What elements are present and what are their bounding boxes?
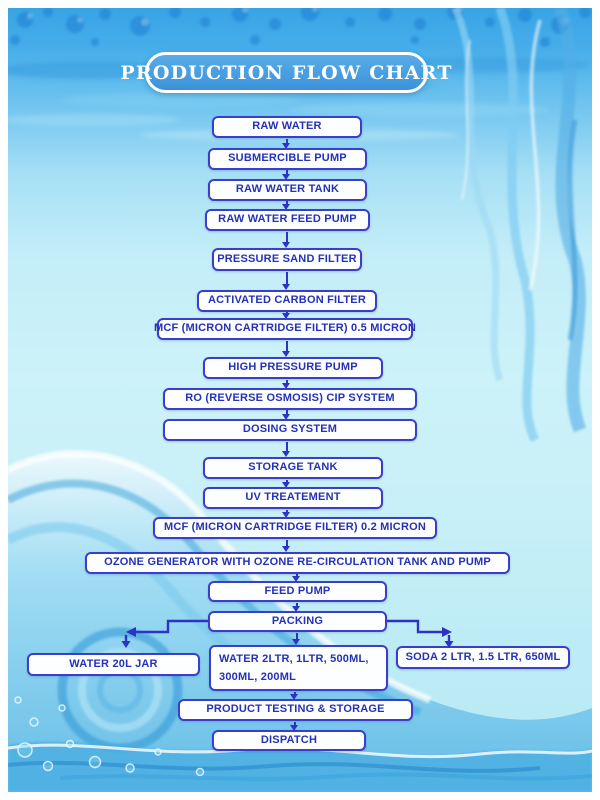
flow-step-ozone-generator: OZONE GENERATOR WITH OZONE RE-CIRCULATION TANK AND PUMP bbox=[85, 552, 510, 574]
branch-water-20l-jar: WATER 20L JAR bbox=[27, 653, 200, 676]
flow-step-raw-water-tank: RAW WATER TANK bbox=[208, 179, 367, 201]
flow-step-raw-water: RAW WATER bbox=[212, 116, 362, 138]
flow-step-storage-tank: STORAGE TANK bbox=[203, 457, 383, 479]
flow-step-submercible-pump: SUBMERCIBLE PUMP bbox=[208, 148, 367, 170]
flow-step-dosing-system: DOSING SYSTEM bbox=[163, 419, 417, 441]
flow-step-product-testing-storage: PRODUCT TESTING & STORAGE bbox=[178, 699, 413, 721]
flow-step-packing: PACKING bbox=[208, 611, 387, 632]
flow-step-activated-carbon-filter: ACTIVATED CARBON FILTER bbox=[197, 290, 377, 312]
flow-step-ro-cip-system: RO (REVERSE OSMOSIS) CIP SYSTEM bbox=[163, 388, 417, 410]
flow-step-mcf-05-micron: MCF (MICRON CARTRIDGE FILTER) 0.5 MICRON bbox=[157, 318, 413, 340]
flow-step-mcf-02-micron: MCF (MICRON CARTRIDGE FILTER) 0.2 MICRON bbox=[153, 517, 437, 539]
branch-soda-bottles: SODA 2 LTR, 1.5 LTR, 650ML bbox=[396, 646, 570, 669]
flow-step-dispatch: DISPATCH bbox=[212, 730, 366, 751]
flow-step-feed-pump: FEED PUMP bbox=[208, 581, 387, 602]
page-title: PRODUCTION FLOW CHART bbox=[145, 52, 428, 93]
flow-step-high-pressure-pump: HIGH PRESSURE PUMP bbox=[203, 357, 383, 379]
branch-water-bottles: WATER 2LTR, 1LTR, 500ML, 300ML, 200ML bbox=[209, 645, 388, 691]
flow-step-uv-treatment: UV TREATEMENT bbox=[203, 487, 383, 509]
flow-step-pressure-sand-filter: PRESSURE SAND FILTER bbox=[212, 248, 362, 271]
flow-step-raw-water-feed-pump: RAW WATER FEED PUMP bbox=[205, 209, 370, 231]
